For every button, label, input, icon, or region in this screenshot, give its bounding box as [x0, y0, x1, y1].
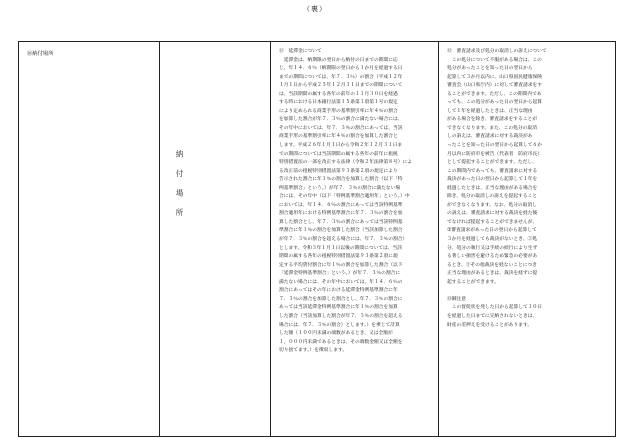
- payment-place-label: ⑩納付場所: [27, 51, 54, 57]
- appeal-notice-cell: [439, 42, 617, 436]
- blank-cell: [160, 42, 271, 436]
- page-header: （裏）: [303, 5, 327, 13]
- notice-table: [18, 41, 616, 437]
- vertical-payment-place-label: 納付場所: [175, 150, 184, 228]
- appeal-notice-text: ⑫ 審査請求及び処分の取消しの訴えについて この処分について不服がある場合は、この 処分があったことを知った日の翌日から 起算して３か月以内に、山口県国民健康保険 審査会（山口県庁内）に対して審査請求をす ることができます。ただし、この期間内であ っても、この処分があった日の翌日から起算 して１年を経過したときは、正当な理由 がある場合を除き、審査請求をすることが できなくなります。また、この処分の取消 しの訴えは、審査請求に対する裁決があ ったことを知った日の翌日から起算して６か 月以内に防府市を被告（代表者 防府市長） として提起することができます。ただし、 この期間内であっても、審査請求に対する 裁決があった日の翌日から起算して１年を 経過したときは、正当な理由がある場合を 除き、処分の取消しの訴えを提起すること ができなくなります。なお、処分の取消し の訴えは、審査請求に対する裁決を経た後 でなければ提起することができませんが、 ①審査請求があった日の翌日から起算して ３か月を経過しても裁決がないとき、②処 分、処分の執行又は手続の続行により生ず る著しい損害を避けるため緊急の必要があ るとき、③その他裁決を経ないことにつき 正当な理由があるときは、裁決を経ずに提 起することができます。 ⑬御注意 この督促状を発した日から起算して１０日 を経過した日までに完納されないときは、 財産の差押えを受けることがあります。: [447, 49, 547, 328]
- late-fee-cell: [271, 42, 439, 436]
- item-label-cell: [19, 42, 160, 436]
- late-fee-text: ⑪ 延滞金について 延滞金は、納期限の翌日から納付の日までの期間に応 じ、年１４．６％（納期限の翌日から１か月を経過する日 までの期間については、年７．３％）の割合（平成１２年 １月１日から平成２５年１２月３１日までの期間について は、当該期間の属する各年の前年の１１月３０日を経過 する時における日本銀行法第１５条第１項第１号の規定 により定められる商業手形の基準割引率に年４％の割合 を加算した割合が年７．３％の割合に満たない場合には、 その年中においては、年７．３％の割合にあっては、当該 商業手形の基準割引率に年４％の割合を加算した割合と します。平成２６年１月１日から令和２年１２月３１日ま での期間については当該期間の属する各年の前年に租税 特別措置法の一部を改正する法律（令和２年法律第８号）によ る改正前の租税特別措置法第９３条第２項の規定により 告示された割合に年１％の割合を加算した割合（以下「特 例基準割合」という。）が年７．３％の割合に満たない場 合には、その年中（以下「特例基準割合適用年」という。）中 においては、年１４．６％の割合にあっては当該特例基準 割合適用年における特例基準割合に年７．３％の割合を加 算した割合とし、年７．３％の割合にあっては当該特例基 準割合に年１％の割合を加算した割合（当該加算した割合 が年７．３％の割合を超える場合には、年７．３％の割合） とします。令和３年１月１日以後の期間については、当該 期間の属する各年の租税特別措置法第９３条第２項に規 定する平均貸付割合に年１％の割合を加算した割合（以下 「延滞金特例基準割合」という。）が年７．３％の割合に 満たない場合には、その年中においては、年１４．６％の 割合にあってはその年における延滞金特例基準割合に年 ７．３％の割合を加算した割合とし、年７．３％の割合に あっては当該延滞金特例基準割合に年１％の割合を加算 した割合（当該加算した割合が年７．３％の割合を超える 場合には、年７．３％の割合）とします。）を乗じて計算 した額（１００円未満の端数があるとき、又は全額が １，０００円未満であるときは、その端数金額又は全額を 切り捨てます。）を徴収します。: [279, 49, 413, 354]
